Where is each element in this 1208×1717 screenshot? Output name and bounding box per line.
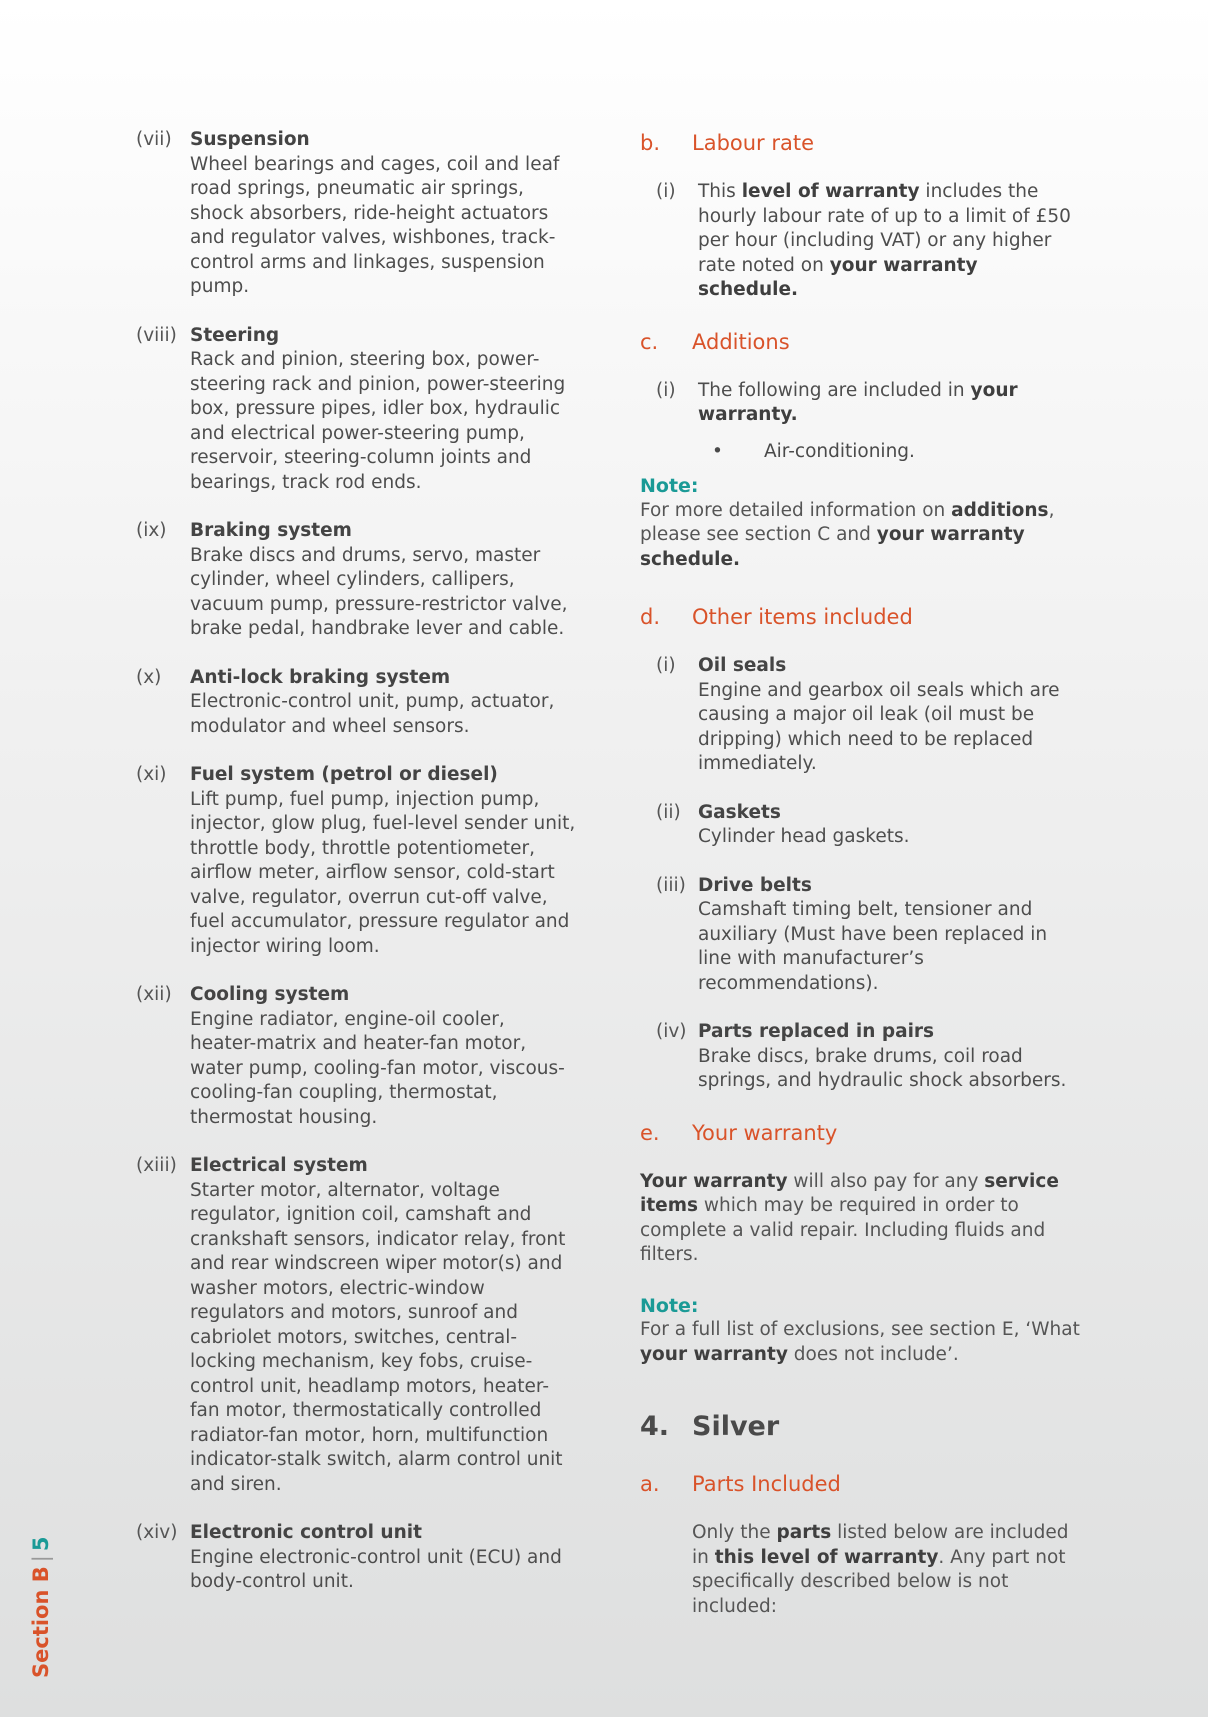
item-number: (i) [656,181,676,202]
your-warranty-text: Your warranty will also pay for any service items which may be required in order to complete a valid repair. Including fluids and filters. [640,1170,1059,1265]
list-item [136,983,576,1130]
right-column [640,128,1080,1619]
section-title: Additions [692,329,790,354]
section-letter: e. [640,1120,660,1145]
section-letter: a. [640,1472,660,1496]
bullet-dot: • [712,440,723,462]
section-letter: d. [640,605,661,629]
item-title: Electrical system [190,1155,368,1176]
list-item [640,801,1080,850]
silver-heading [640,1411,1080,1447]
list-item [640,874,1080,997]
additions-bullet [640,440,1080,465]
item-title: Steering [190,324,280,346]
separator: | [29,1555,53,1563]
item-title: Drive belts [698,874,812,896]
item-number: (ix) [136,520,167,541]
list-item [136,666,576,740]
note-exclusions [640,1294,1080,1368]
note-text: For more detailed information on additions, please see section C and your warranty schedule. [640,499,1055,570]
note-title: Note: [640,1294,699,1317]
list-item [136,128,576,300]
your-warranty-heading [640,1118,1080,1148]
left-column [136,128,576,1619]
note-additions [640,474,1080,572]
item-title: Cooling system [190,984,350,1005]
page-number: 5 [29,1536,53,1552]
item-text: Camshaft timing belt, tensioner and auxiliary (Must have been replaced in line with manufacturer’s recommendations). [698,899,1048,994]
list-item [136,324,576,496]
item-number: (iv) [656,1021,687,1042]
item-text: Wheel bearings and cages, coil and leaf road springs, pneumatic air springs, shock absorbers, ride-height actuators and regulator valves, wishbones, track-control arms and linkages, suspension pump. [190,153,560,297]
list-item [640,1020,1080,1094]
section-title: Other items included [692,605,913,629]
item-number: (xii) [136,984,172,1005]
item-title: Parts replaced in pairs [698,1021,935,1042]
item-text: This level of warranty includes the hourly labour rate of up to a limit of £50 per hour (including VAT) or any higher rate noted on your warranty schedule. [698,181,1071,300]
list-item [640,654,1080,777]
list-item [136,1521,576,1595]
list-item [136,763,576,959]
item-text: Rack and pinion, steering box, power-steering rack and pinion, power-steering box, pressure pipes, idler box, hydraulic and electrical power-steering pump, reservoir, steering-column joints and bearings, track rod ends. [190,349,566,493]
item-number: (i) [656,655,676,676]
item-number: (iii) [656,874,686,896]
bullet-text: Air-conditioning. [764,440,915,462]
parts-included-text: Only the parts listed below are included in this level of warranty. Any part not specifically described below is not included: [692,1522,1069,1617]
item-text: Brake discs, brake drums, coil road springs, and hydraulic shock absorbers. [698,1045,1067,1091]
item-number: (viii) [136,324,177,346]
parts-included-heading [640,1469,1080,1499]
section-number: 4. [640,1411,670,1442]
section-title: Silver [692,1411,780,1442]
item-number: (x) [136,666,162,688]
item-number: (ii) [656,801,681,823]
item-title: Suspension [190,129,310,150]
item-title: Anti-lock braking system [190,666,451,688]
labour-rate-item [640,180,1080,303]
item-title: Gaskets [698,801,781,823]
labour-rate-heading [640,128,1080,158]
note-text: For a full list of exclusions, see section E, ‘What your warranty does not include’. [640,1319,1080,1365]
item-text: Electronic-control unit, pump, actuator, modulator and wheel sensors. [190,691,555,737]
item-number: (xi) [136,764,167,785]
section-page-label [29,1537,53,1678]
item-text: Engine radiator, engine-oil cooler, heater-matrix and heater-fan motor, water pump, cooling-fan motor, viscous-cooling-fan coupling, thermostat, thermostat housing. [190,1008,565,1128]
list-item [136,1154,576,1497]
additions-item [640,379,1080,428]
item-number: (xiv) [136,1522,178,1543]
item-title: Oil seals [698,655,787,676]
item-text: Engine and gearbox oil seals which are causing a major oil leak (oil must be dripping) which need to be replaced immediately. [698,679,1060,774]
item-text: Cylinder head gaskets. [698,826,910,847]
item-title: Braking system [190,520,352,541]
item-number: (i) [656,379,676,401]
section-title: Your warranty [692,1120,838,1145]
item-text: Starter motor, alternator, voltage regulator, ignition coil, camshaft and crankshaft sensors, indicator relay, front and rear windscreen wiper motor(s) and washer motors, electric-window regulators and motors, sunroof and cabriolet motors, switches, central-locking mechanism, key fobs, cruise-control unit, headlamp motors, heater-fan motor, thermostatically controlled radiator-fan motor, horn, multifunction indicator-stalk switch, alarm control unit and siren. [190,1179,566,1495]
section-title: Labour rate [692,131,815,155]
item-title: Fuel system (petrol or diesel) [190,764,498,785]
section-letter: b. [640,131,661,155]
additions-heading [640,327,1080,357]
item-text: Lift pump, fuel pump, injection pump, injector, glow plug, fuel-level sender unit, throttle body, throttle potentiometer, airflow meter, airflow sensor, cold-start valve, regulator, overrun cut-off valve, fuel accumulator, pressure regulator and injector wiring loom. [190,788,576,957]
section-letter: c. [640,329,659,354]
item-text: The following are included in your warranty. [698,379,1018,425]
item-number: (xiii) [136,1155,177,1176]
list-item [136,519,576,642]
item-number: (vii) [136,129,172,150]
item-title: Electronic control unit [190,1522,422,1543]
item-text: Engine electronic-control unit (ECU) and body-control unit. [190,1546,562,1592]
section-label: Section B [29,1566,53,1678]
item-text: Brake discs and drums, servo, master cylinder, wheel cylinders, callipers, vacuum pump, pressure-restrictor valve, brake pedal, handbrake lever and cable. [190,544,568,639]
other-items-heading [640,602,1080,632]
section-title: Parts Included [692,1472,841,1496]
note-title: Note: [640,475,699,497]
